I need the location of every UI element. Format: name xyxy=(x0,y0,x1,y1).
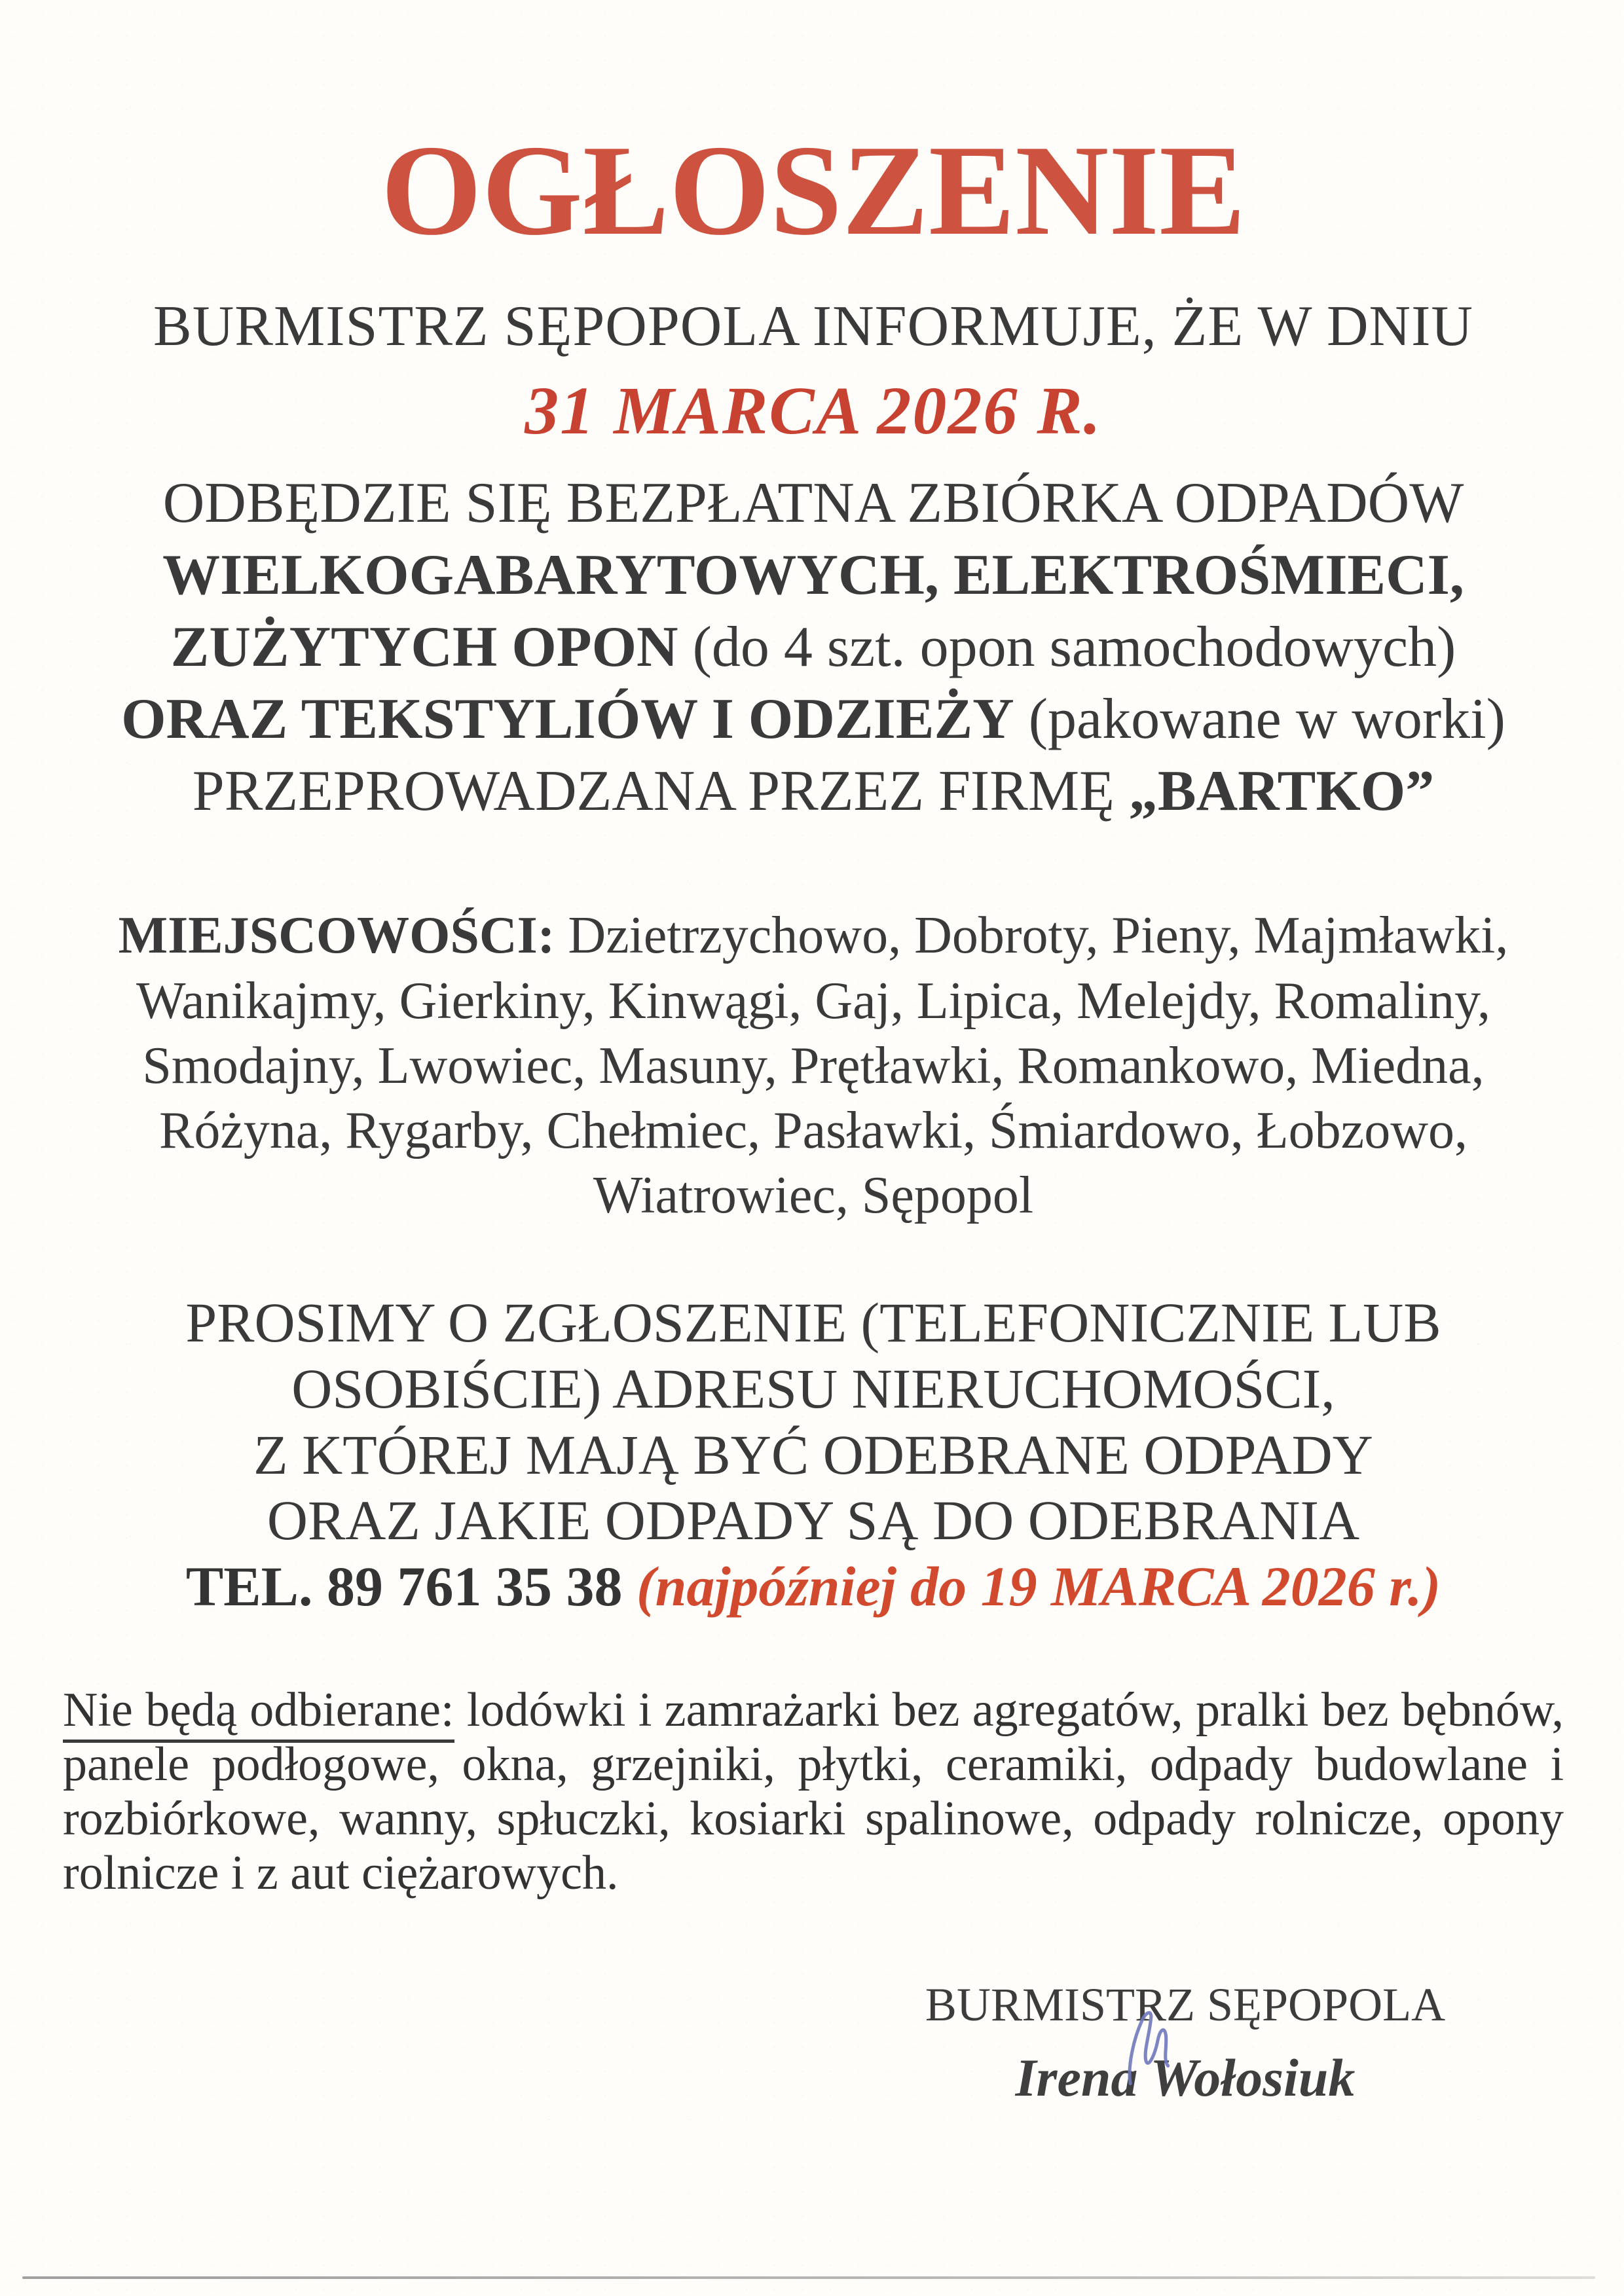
textiles-note: (pakowane w worki) xyxy=(1014,687,1505,752)
localities-line: Różyna, Rygarby, Chełmiec, Pasławki, Śmiardowo, Łobzowo, xyxy=(159,1101,1467,1159)
company-intro: PRZEPROWADZANA PRZEZ FIRMĘ xyxy=(192,759,1129,824)
signer-title: BURMISTRZ SĘPOPOLA xyxy=(925,1978,1446,2031)
details-line: ODBĘDZIE SIĘ BEZPŁATNA ZBIÓRKA ODPADÓW xyxy=(162,471,1464,536)
exclusions-paragraph xyxy=(63,1683,1564,1901)
collection-date: 31 MARCA 2026 R. xyxy=(525,373,1102,449)
exclusions-text: lodówki i zamrażarki bez agregatów, pralki bez bębnów, panele podłogowe, okna, grzejniki, płytki, ceramiki, odpady budowlane i rozbiórkowe, wanny, spłuczki, kosiarki spalinowe, odpady rolnicze, opony rolnicze i z aut ciężarowych. xyxy=(63,1683,1564,1900)
reporting-request xyxy=(63,1290,1564,1619)
details-line xyxy=(63,756,1564,828)
signer-name: Irena Wołosiuk xyxy=(1015,2048,1356,2108)
request-line: Z KTÓREJ MAJĄ BYĆ ODEBRANE ODPADY xyxy=(253,1423,1373,1486)
scan-artifact-line xyxy=(22,2276,1595,2279)
localities-line: Wiatrowiec, Sępopol xyxy=(593,1167,1034,1225)
details-line: WIELKOGABARYTOWYCH, ELEKTROŚMIECI, xyxy=(162,543,1464,608)
company-name: „BARTKO” xyxy=(1128,759,1435,824)
deadline-note: (najpóźniej do 19 MARCA 2026 r.) xyxy=(636,1554,1441,1618)
details-line xyxy=(63,611,1564,683)
waste-type-textiles: ORAZ TEKSTYLIÓW I ODZIEŻY xyxy=(121,687,1014,752)
localities-line: Smodajny, Lwowiec, Masuny, Prętławki, Romankowo, Miedna, xyxy=(142,1036,1485,1095)
localities-label: MIEJSCOWOŚCI: xyxy=(118,907,555,965)
request-line: PROSIMY O ZGŁOSZENIE (TELEFONICZNIE LUB xyxy=(185,1291,1441,1355)
waste-type-tyres: ZUŻYTYCH OPON xyxy=(170,615,678,680)
request-line: OSOBIŚCIE) ADRESU NIERUCHOMOŚCI, xyxy=(291,1357,1335,1420)
localities-line xyxy=(63,903,1564,968)
phone-number: TEL. 89 761 35 38 xyxy=(185,1554,637,1618)
intro-line: BURMISTRZ SĘPOPOLA INFORMUJE, ŻE W DNIU xyxy=(153,294,1473,358)
poster-title: OGŁOSZENIE xyxy=(380,118,1246,262)
signature-block xyxy=(923,1977,1447,2111)
exclusions-label: Nie będą odbierane: xyxy=(63,1683,454,1743)
request-line: ORAZ JAKIE ODPADY SĄ DO ODEBRANIA xyxy=(267,1489,1360,1552)
localities-line: Wanikajmy, Gierkiny, Kinwągi, Gaj, Lipica, Melejdy, Romaliny, xyxy=(136,972,1490,1030)
localities-names: Dzietrzychowo, Dobroty, Pieny, Majmławki, xyxy=(555,907,1509,965)
details-line xyxy=(63,683,1564,756)
localities-list xyxy=(63,903,1564,1228)
phone-line xyxy=(63,1554,1564,1620)
collection-details xyxy=(63,467,1564,828)
tyres-note: (do 4 szt. opon samochodowych) xyxy=(678,615,1456,680)
